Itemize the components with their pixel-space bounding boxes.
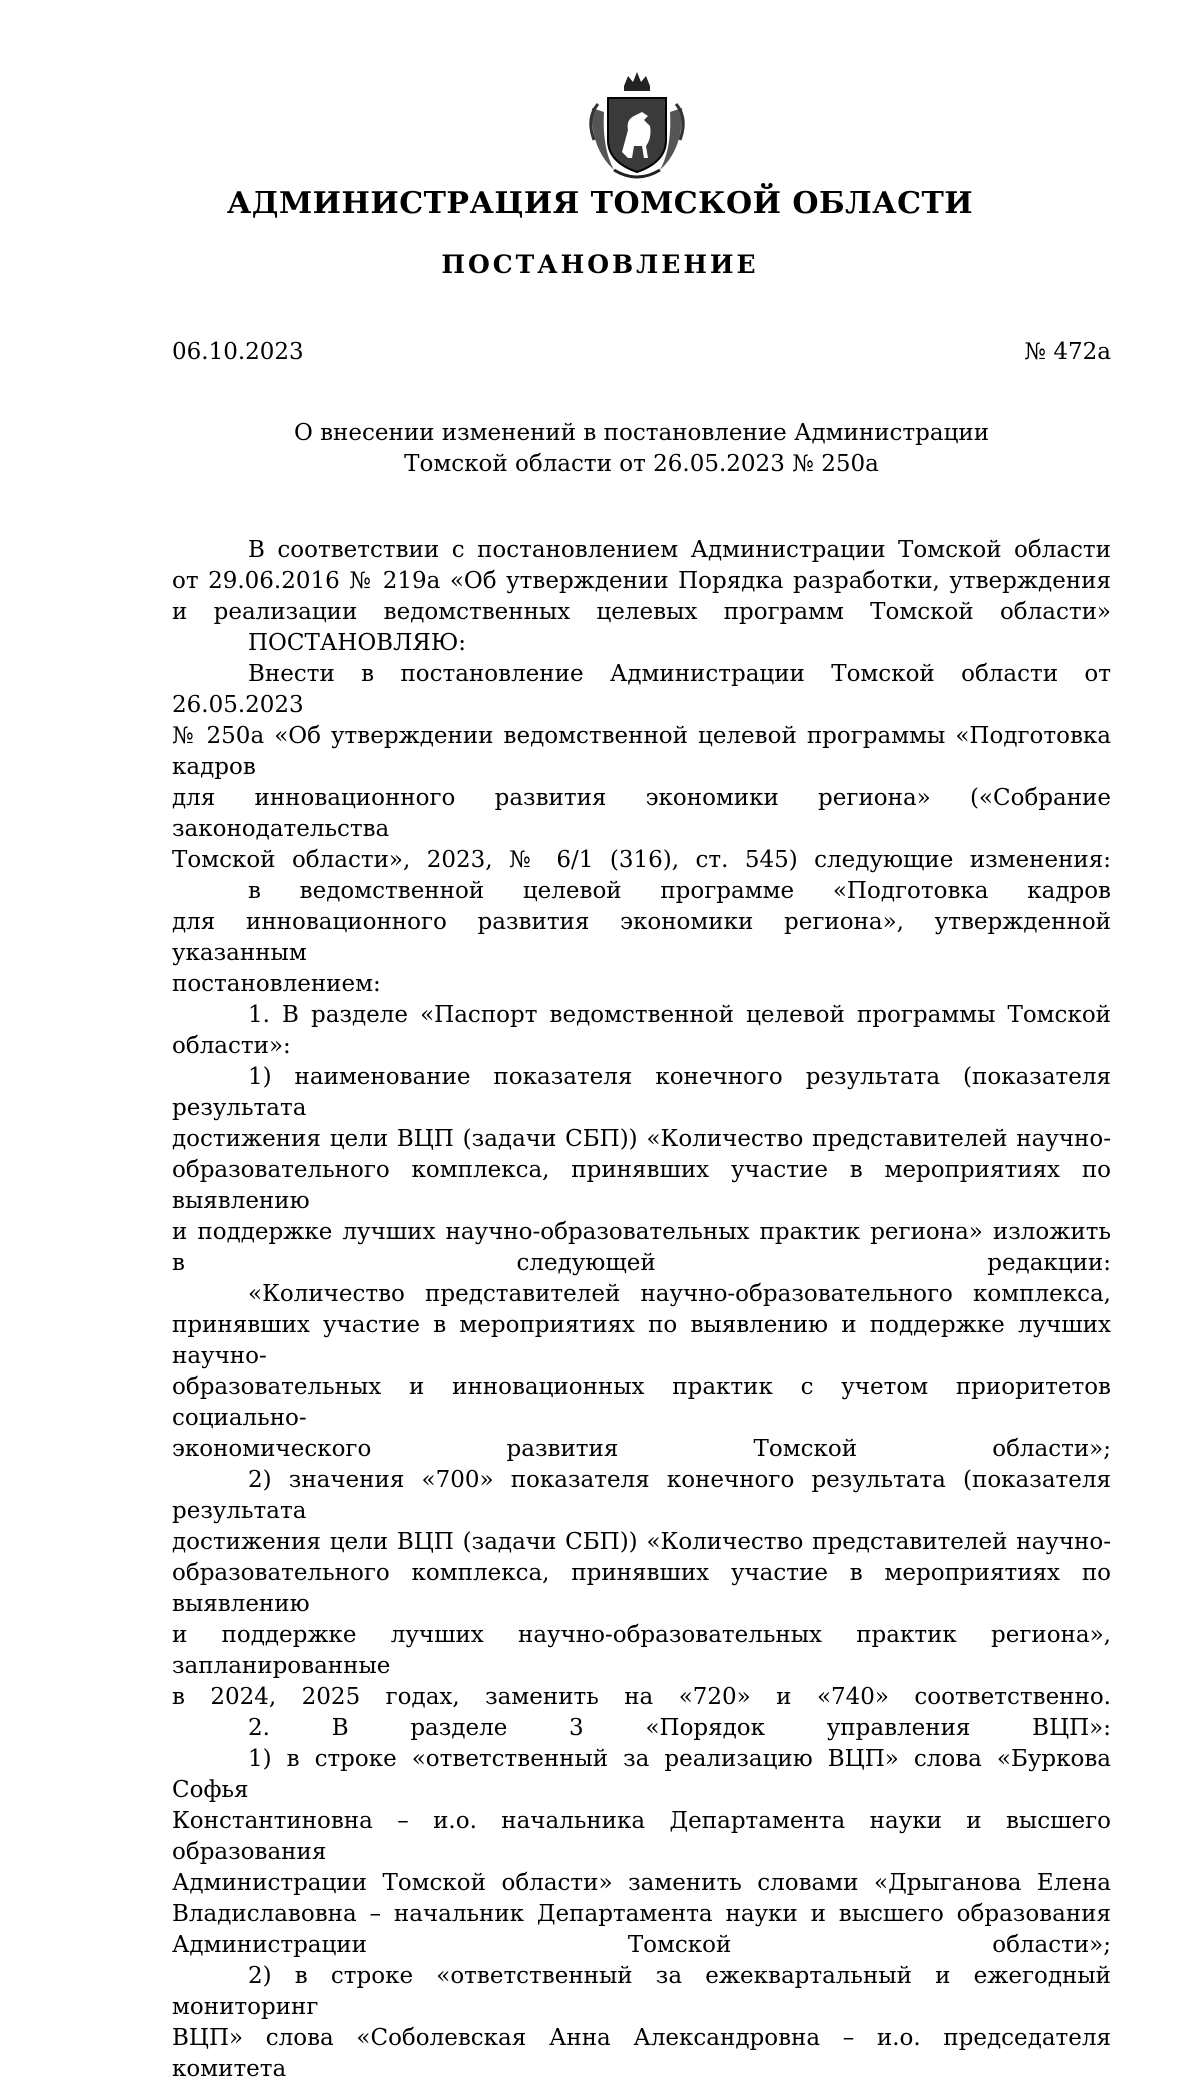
paragraph-amend <box>172 659 1111 876</box>
text-line: Внести в постановление Администрации Томской области от 26.05.2023 <box>172 661 1111 718</box>
document-subject <box>172 418 1111 480</box>
text-line: постановлением: <box>172 971 381 997</box>
paragraph-decree <box>172 628 1111 659</box>
text-line: в ведомственной целевой программе «Подготовка кадров <box>248 878 1111 904</box>
document-number: № 472а <box>1024 339 1111 365</box>
paragraph-program <box>172 876 1111 1000</box>
text-line: от 29.06.2016 № 219а «Об утверждении Порядка разработки, утверждения <box>172 568 1111 594</box>
text-line: 1) в строке «ответственный за реализацию ВЦП» слова «Буркова Софья <box>172 1746 1111 1803</box>
text-line: Администрации Томской области»; <box>172 1932 1111 1958</box>
paragraph-item2 <box>172 1465 1111 1713</box>
text-line: области»: <box>172 1033 291 1059</box>
text-line: 2. В разделе 3 «Порядок управления ВЦП»: <box>248 1715 1111 1741</box>
text-line: и поддержке лучших научно-образовательных практик региона», запланированные <box>172 1622 1111 1679</box>
text-line: 2) в строке «ответственный за ежеквартальный и ежегодный мониторинг <box>172 1963 1111 2020</box>
paragraph-basis <box>172 535 1111 628</box>
paragraph-section1 <box>172 1000 1111 1062</box>
text-line: 1) наименование показателя конечного результата (показателя результата <box>172 1064 1111 1121</box>
text-line: Томской области», 2023, № 6/1 (316), ст. 545) следующие изменения: <box>172 847 1111 873</box>
text-line: ПОСТАНОВЛЯЮ: <box>248 630 467 656</box>
text-line: 1. В разделе «Паспорт ведомственной целевой программы Томской <box>248 1002 1111 1028</box>
paragraph-monitoring <box>172 1961 1111 2085</box>
document-type: ПОСТАНОВЛЕНИЕ <box>441 250 759 279</box>
subject-line: Томской области от 26.05.2023 № 250а <box>404 451 879 477</box>
document-date: 06.10.2023 <box>172 339 304 365</box>
text-line: Администрации Томской области» заменить словами «Дрыганова Елена <box>172 1870 1111 1896</box>
paragraph-item1 <box>172 1062 1111 1279</box>
organization-title: АДМИНИСТРАЦИЯ ТОМСКОЙ ОБЛАСТИ <box>226 186 974 221</box>
text-line: № 250а «Об утверждении ведомственной целевой программы «Подготовка кадров <box>172 723 1111 780</box>
paragraph-section3 <box>172 1713 1111 1744</box>
text-line: экономического развития Томской области»; <box>172 1436 1111 1462</box>
paragraph-responsible <box>172 1744 1111 1961</box>
text-line: образовательного комплекса, принявших участие в мероприятиях по выявлению <box>172 1560 1111 1617</box>
text-line: образовательных и инновационных практик с учетом приоритетов социально- <box>172 1374 1111 1431</box>
text-line: для инновационного развития экономики региона», утвержденной указанным <box>172 909 1111 966</box>
subject-line: О внесении изменений в постановление Администрации <box>293 420 990 446</box>
text-line: и поддержке лучших научно-образовательных практик региона» изложить <box>172 1219 1111 1245</box>
text-line: ВЦП» слова «Соболевская Анна Александровна – и.о. председателя комитета <box>172 2025 1111 2082</box>
text-line: В соответствии с постановлением Администрации Томской области <box>248 537 1111 563</box>
text-line: достижения цели ВЦП (задачи СБП)) «Количество представителей научно- <box>172 1529 1111 1555</box>
text-line: для инновационного развития экономики региона» («Собрание законодательства <box>172 785 1111 842</box>
paragraph-quote <box>172 1279 1111 1465</box>
text-line: в следующей редакции: <box>172 1250 1111 1276</box>
text-line: достижения цели ВЦП (задачи СБП)) «Количество представителей научно- <box>172 1126 1111 1152</box>
text-line: «Количество представителей научно-образовательного комплекса, <box>248 1281 1111 1307</box>
coat-of-arms-icon <box>584 68 690 182</box>
text-line: в 2024, 2025 годах, заменить на «720» и «740» соответственно. <box>172 1684 1111 1710</box>
text-line: Владиславовна – начальник Департамента науки и высшего образования <box>172 1901 1111 1927</box>
text-line: Константиновна – и.о. начальника Департамента науки и высшего образования <box>172 1808 1111 1865</box>
text-line: образовательного комплекса, принявших участие в мероприятиях по выявлению <box>172 1157 1111 1214</box>
document-body <box>172 535 1111 2085</box>
text-line: и реализации ведомственных целевых программ Томской области» <box>172 599 1111 625</box>
text-line: принявших участие в мероприятиях по выявлению и поддержке лучших научно- <box>172 1312 1111 1369</box>
text-line: 2) значения «700» показателя конечного результата (показателя результата <box>172 1467 1111 1524</box>
